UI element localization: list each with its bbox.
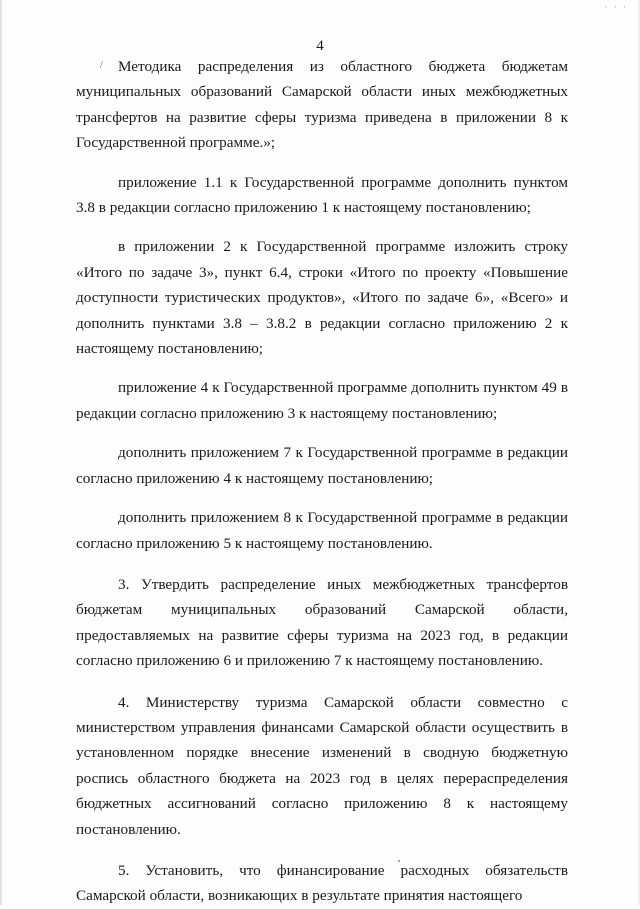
page-number: 4 xyxy=(316,38,324,54)
paragraph-appendix-2: в приложении 2 к Государственной программе изложить строку «Итого по задаче 3», пункт 6.4, строки «Итого по проекту «Повышение доступности туристических продуктов», «Итого по задаче 6», «Всего» и дополнить пунктами 3.8 – 3.8.2 в редакции согласно приложению 2 к настоящему постановлению; xyxy=(76,238,568,358)
paragraph-appendix-4: приложение 4 к Государственной программе дополнить пунктом 49 в редакции согласно приложению 3 к настоящему постановлению; xyxy=(76,379,568,422)
paragraph-appendix-7: дополнить приложением 7 к Государственной программе в редакции согласно приложению 4 к настоящему постановлению; xyxy=(76,444,568,487)
document-body xyxy=(76,54,568,909)
paragraph-methodology: Методика распределения из областного бюджета бюджетам муниципальных образований Самарской области иных межбюджетных трансфертов на развитие сферы туризма приведена в приложении 8 к Государственной программе.»; xyxy=(76,58,568,152)
paragraph-item-3: 3. Утвердить распределение иных межбюджетных трансфертов бюджетам муниципальных образований Самарской области, предоставляемых на развитие сферы туризма на 2023 год, в редакции согласно приложению 6 и приложению 7 к настоящему постановлению. xyxy=(76,575,568,670)
paragraph-item-5: 5. Установить, что финансирование расходных обязательств Самарской области, возникающих в результате принятия настоящего xyxy=(76,861,568,905)
paragraph-appendix-8: дополнить приложением 8 к Государственной программе в редакции согласно приложению 5 к настоящему постановлению. xyxy=(76,509,568,552)
scan-edge-left xyxy=(0,0,3,905)
paragraph-item-4: 4. Министерству туризма Самарской области совместно с министерством управления финансами Самарской области осуществить в установленном порядке внесение изменений в сводную бюджетную роспись областного бюджета на 2023 год в целях перераспределения бюджетных ассигнований согласно приложению 8 к настоящему постановлению. xyxy=(76,693,568,838)
pen-tick-mark: / xyxy=(100,60,103,71)
scan-corner-marks: · · · xyxy=(604,2,628,12)
paragraph-appendix-1-1: приложение 1.1 к Государственной программе дополнить пунктом 3.8 в редакции согласно приложению 1 к настоящему постановлению; xyxy=(76,173,568,217)
